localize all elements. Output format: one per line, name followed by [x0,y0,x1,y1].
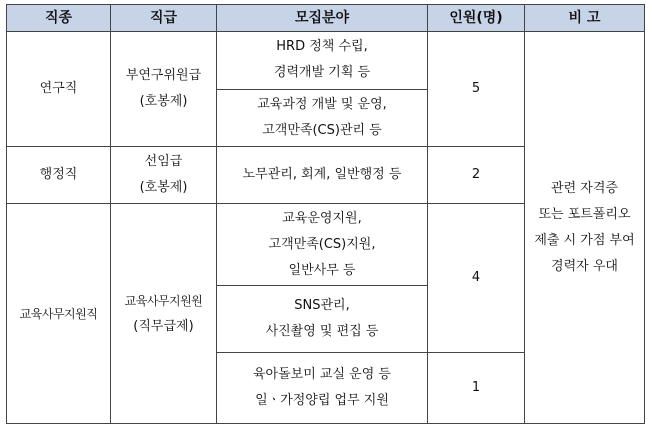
research-field-2-line2: 고객만족(CS)관리 등 [262,122,382,138]
edu-support-grade-line2: (직무급제) [133,318,194,334]
edu-support-job-type: 교육사무지원직 [7,204,111,424]
edu-support-grade-line1: 교육사무지원원 [124,293,203,308]
note-line2: 또는 포트폴리오 [538,206,631,222]
research-field-1 [217,32,428,90]
research-grade [111,32,217,147]
recruitment-table-wrapper [6,4,645,424]
admin-job-type: 행정직 [7,147,111,204]
research-field-2-line1: 교육과정 개발 및 운영, [257,96,387,112]
edu-support-field-3-line1: 육아돌보미 교실 운영 등 [253,367,391,382]
research-field-1-line2: 경력개발 기획 등 [273,65,371,81]
note-cell [525,32,645,424]
note-line4: 경력자 우대 [551,258,618,274]
admin-count: 2 [428,147,525,204]
header-note: 비 고 [525,5,645,32]
edu-support-field-1 [217,204,428,286]
edu-support-field-1-line3: 일반사무 등 [288,262,356,278]
edu-support-field-1-line2: 고객만족(CS)지원, [268,236,376,252]
header-count: 인원(명) [428,5,525,32]
admin-grade-line2: (호봉제) [139,180,188,195]
admin-grade-line1: 선임급 [144,154,183,169]
edu-support-field-2-line1: SNS관리, [294,298,350,313]
header-row [7,5,645,32]
edu-support-field-3-line2: 일ㆍ가정양립 업무 지원 [255,393,389,408]
header-field: 모집분야 [217,5,428,32]
note-line1: 관련 자격증 [551,180,618,196]
table-row [7,32,645,90]
research-field-1-line1: HRD 정책 수립, [276,39,368,55]
header-job-type: 직종 [7,5,111,32]
edu-support-grade [111,204,217,424]
edu-support-count-2: 1 [428,353,525,424]
recruitment-table [6,4,645,424]
edu-support-field-1-line1: 교육운영지원, [282,210,362,226]
research-job-type: 연구직 [7,32,111,147]
research-grade-line1: 부연구위원급 [125,68,202,83]
edu-support-field-3 [217,353,428,424]
note-line3: 제출 시 가점 부여 [534,232,635,248]
edu-support-field-2-line2: 사진촬영 및 편집 등 [265,324,379,339]
research-count: 5 [428,32,525,147]
edu-support-count-1: 4 [428,204,525,353]
research-field-2 [217,89,428,147]
edu-support-field-2 [217,286,428,353]
admin-field: 노무관리, 회계, 일반행정 등 [217,147,428,204]
research-grade-line2: (호봉제) [139,94,188,109]
header-grade: 직급 [111,5,217,32]
admin-grade [111,147,217,204]
